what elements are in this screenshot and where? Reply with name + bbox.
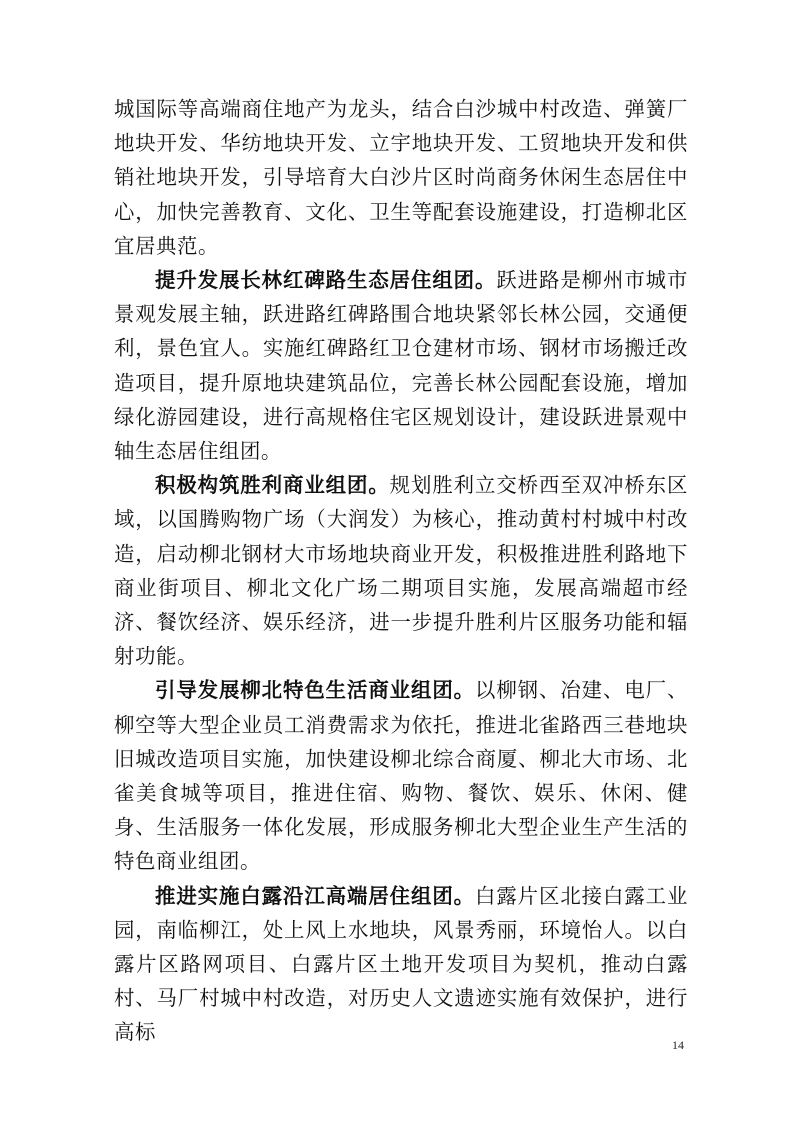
paragraph-text: 以柳钢、冶建、电厂、柳空等大型企业员工消费需求为依托，推进北雀路西三巷地块旧城改造项目实施，加快建设柳北综合商厦、柳北大市场、北雀美食城等项目，推进住宿、购物、餐饮、娱乐、休闲、健身、生活服务一体化发展，形成服务柳北大型企业生产生活的特色商业组团。: [114, 678, 689, 874]
paragraph-text: 白露片区北接白露工业园，南临柳江，处上风上水地块，风景秀丽，环境怡人。以白露片区路网项目、白露片区土地开发项目为契机，推动白露村、马厂村城中村改造，对历史人文遗迹实施有效保护，进行高标: [114, 883, 689, 1045]
paragraph-lead: 推进实施白露沿江高端居住组团。: [155, 883, 476, 908]
paragraph-lead: 提升发展长林红碑路生态居住组团。: [155, 268, 497, 293]
paragraph-text: 跃进路是柳州市城市景观发展主轴，跃进路红碑路围合地块紧邻长林公园，交通便利，景色宜人。实施红碑路红卫仓建材市场、钢材市场搬迁改造项目，提升原地块建筑品位，完善长林公园配套设施，增加绿化游园建设，进行高规格住宅区规划设计，建设跃进景观中轴生态居住组团。: [114, 268, 688, 464]
page-number: 14: [672, 1038, 684, 1052]
paragraph-lead: 引导发展柳北特色生活商业组团。: [155, 678, 476, 703]
paragraph-bailu-riverside: [114, 879, 688, 1050]
paragraph-changlin-hongbei: [114, 263, 688, 468]
paragraph-text: 规划胜利立交桥西至双冲桥东区域，以国腾购物广场（大润发）为核心，推动黄村村城中村改造，启动柳北钢材大市场地块商业开发，积极推进胜利路地下商业街项目、柳北文化广场二期项目实施，发展高端超市经济、餐饮经济、娱乐经济，进一步提升胜利片区服务功能和辐射功能。: [114, 473, 688, 669]
paragraph-lead: 积极构筑胜利商业组团。: [155, 473, 390, 498]
paragraph-shengli-commercial: [114, 468, 688, 673]
paragraph-text: 城国际等高端商住地产为龙头，结合白沙城中村改造、弹簧厂地块开发、华纺地块开发、立宇地块开发、工贸地块开发和供销社地块开发，引导培育大白沙片区时尚商务休闲生态居住中心，加快完善教育、文化、卫生等配套设施建设，打造柳北区宜居典范。: [114, 97, 688, 258]
paragraph-liubei-commercial: [114, 673, 688, 878]
paragraph-continuation: [114, 92, 688, 263]
document-body: [114, 92, 688, 1050]
